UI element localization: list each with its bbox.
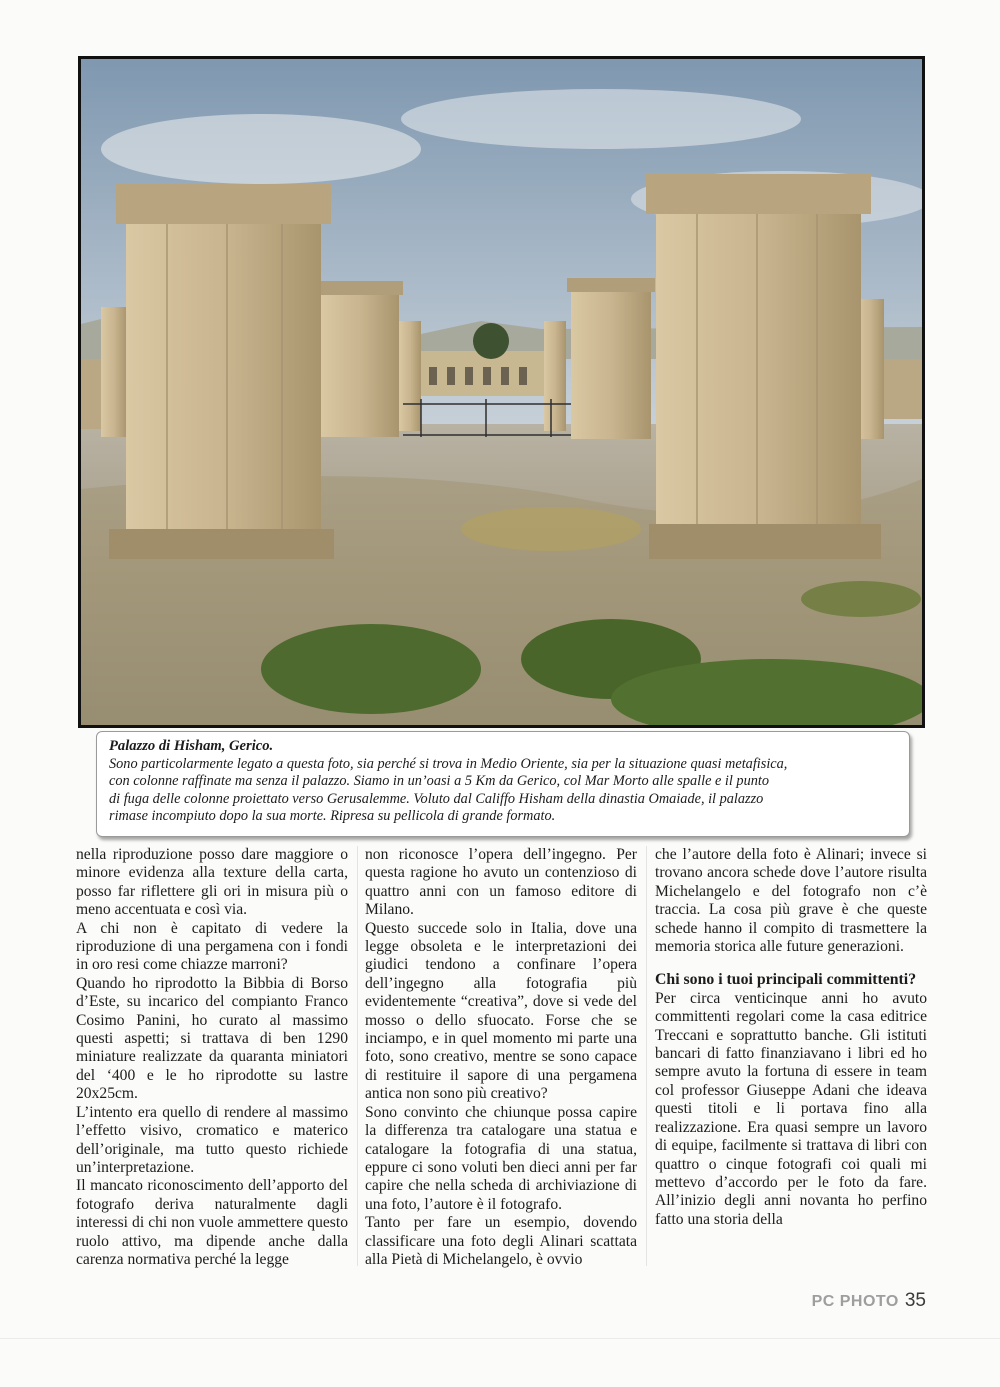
paragraph: Il mancato riconoscimento dell’apporto del fotografo deriva naturalmente dagli interessi di chi non vuole ammettere questo ruolo attivo, ma dipende anche dalla carenza normativa perché la legge (76, 1177, 348, 1268)
page-bottom-rule (0, 1338, 1000, 1339)
caption-line: rimase incompiuto dopo la sua morte. Ripresa su pellicola di grande formato. (109, 808, 556, 825)
paragraph: L’intento era quello di rendere al massimo l’effetto visivo, cromatico e materico dell’originale, ma tutto questo richiede un’interpretazione. (76, 1103, 348, 1176)
paragraph: non riconosce l’opera dell’ingegno. Per questa ragione ho avuto un contenzioso di quattro anni con un famoso editore di Milano. (365, 846, 637, 919)
column-divider (646, 846, 647, 1266)
caption-line: di fuga delle colonne proiettato verso Gerusalemme. Voluto dal Califfo Hisham della dinastia Omaiade, il palazzo (109, 790, 764, 807)
section-heading: Chi sono i tuoi principali committenti? (655, 971, 917, 989)
article-photo (78, 56, 925, 728)
paragraph: Per circa venticinque anni ho avuto committenti regolari come la casa editrice Treccani e soprattutto banche. Gli istituti bancari di fatto finanziavano i libri ed ho sempre avuto la fortuna di essere in team col professor Giuseppe Adani che ideava questi titoli e li portava fino alla realizzazione. Era quasi sempre un lavoro di equipe, facilmente si trattava di libri con quattro o cinque fotografi coi quali mi mettevo d’accordo per le foto da fare. All’inizio degli anni novanta ho perfino fatto una storia della (655, 989, 927, 1228)
caption-line: Sono particolarmente legato a questa foto, sia perché si trova in Medio Oriente, sia per la situazione quasi metafisica, (109, 755, 788, 772)
caption-title: Palazzo di Hisham, Gerico. (109, 738, 274, 754)
paragraph: A chi non è capitato di vedere la riproduzione di una pergamena con i fondi in oro resi come chiazze marroni? (76, 919, 348, 974)
caption-line: con colonne raffinate ma senza il palazzo. Siamo in un’oasi a 5 Km da Gerico, col Mar Morto alle spalle e il punto (109, 773, 769, 790)
paragraph: Sono convinto che chiunque possa capire la differenza tra catalogare una statua e catalogare la fotografia di una statua, eppure ci sono voluti ben dieci anni per far capire che nella scheda di archiviazione di una foto, l’autore è il fotografo. (365, 1103, 637, 1213)
photo-caption (96, 731, 910, 837)
palazzo-hisham-photo (81, 59, 922, 725)
page-folio (812, 1290, 926, 1312)
article-column-3 (655, 846, 927, 1229)
article-column-1 (76, 846, 348, 1269)
article-column-2 (365, 846, 637, 1269)
magazine-name: PC PHOTO (811, 1293, 899, 1310)
paragraph: Tanto per fare un esempio, dovendo classificare una foto degli Alinari scattata alla Pietà di Michelangelo, è ovvio (365, 1214, 637, 1268)
paragraph: Questo succede solo in Italia, dove una legge obsoleta e le interpretazioni dei giudici tendono a confinare l’opera dell’ingegno alla fotografia più evidentemente “creativa”, dove si vede del mosso o dello sfuocato. Forse che se inciampo, e in quel momento mi parte una foto, sono creativo, mentre se sono capace di restituire il sapore di una pergamena antica non sono più creativo? (365, 919, 637, 1103)
paragraph: Quando ho riprodotto la Bibbia di Borso d’Este, su incarico del compianto Franco Cosimo Panini, ho curato al massimo questi aspetti; si trattava di ben 1290 miniature realizzate da quaranta miniatori del ‘400 e le ho riprodotte su lastre 20x25cm. (76, 974, 348, 1103)
column-divider (357, 846, 358, 1266)
paragraph: nella riproduzione posso dare maggiore o minore evidenza alla texture della carta, posso far riflettere gli ori in misura più o meno accentuata e così via. (76, 846, 348, 919)
paragraph: che l’autore della foto è Alinari; invece si trovano ancora schede dove l’autore risulta Michelangelo e del fotografo non c’è traccia. La cosa più grave è che queste schede hanno il compito di trasmettere la memoria storica alle future generazioni. (655, 846, 927, 956)
page-number: 35 (904, 1290, 926, 1311)
